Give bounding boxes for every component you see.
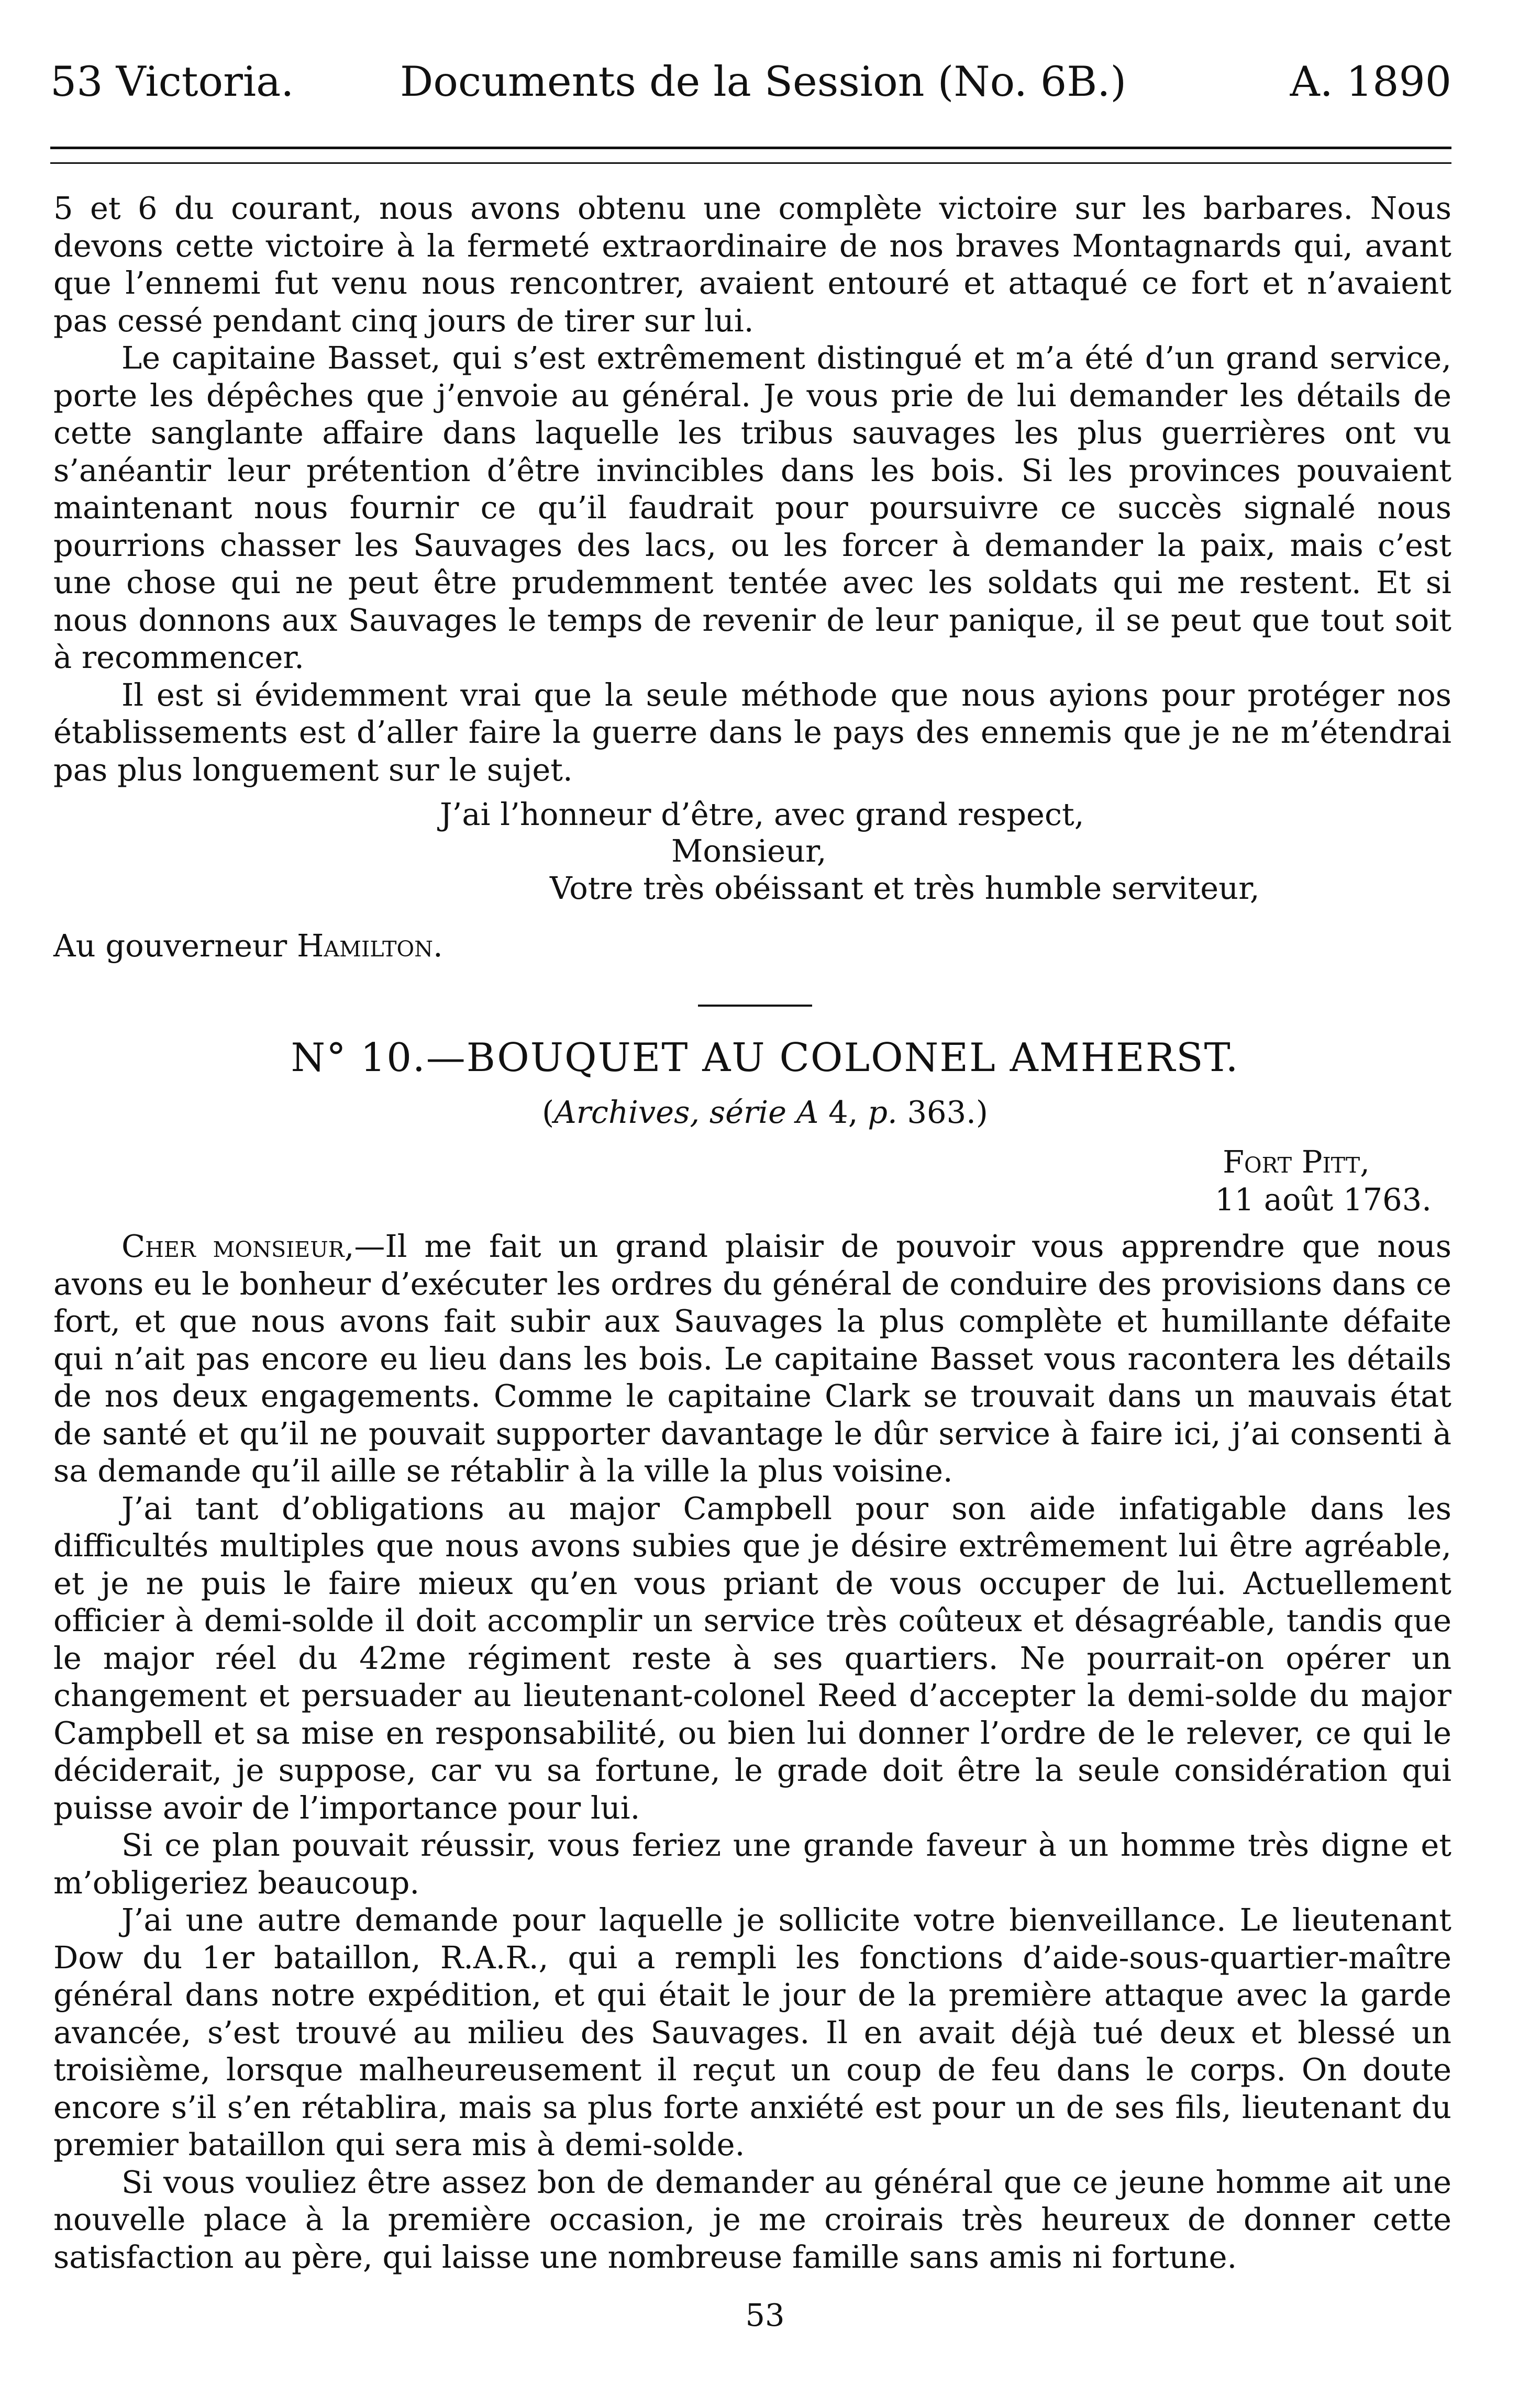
paragraph: Si ce plan pouvait réussir, vous feriez une grande faveur à un homme très digne et m’obligeriez beaucoup. (53, 1827, 1451, 1901)
source-page: 363.) (897, 1094, 988, 1130)
paragraph: 5 et 6 du courant, nous avons obtenu une complète victoire sur les barbares. Nous devons cette victoire à la fermeté extraordinaire de nos braves Montagnards qui, avant que l’ennemi fut venu nous rencontrer, avaient entouré et attaqué ce fort et n’avaient pas cessé pendant cinq jours de tirer sur lui. (53, 190, 1451, 339)
section-divider (698, 1005, 812, 1007)
closing-line-1: J’ai l’honneur d’être, avec grand respect, (440, 796, 1084, 832)
header-document-title: Documents de la Session (No. 6B.) (400, 58, 1127, 106)
paragraph: J’ai tant d’obligations au major Campbell pour son aide infatigable dans les difficultés multiples que nous avons subies que je désire extrêmement lui être agréable, et je ne puis le faire mieux qu’en vous priant de vous occuper de lui. Actuellement officier à demi-solde il doit accomplir un service très coûteux et désagréable, tandis que le major réel du 42me régiment reste à ses quartiers. Ne pourrait-on opérer un changement et persuader au lieutenant-colonel Reed d’accepter la demi-solde du major Campbell et sa mise en responsabilité, ou bien lui donner l’ordre de le relever, ce qui le déciderait, je suppose, car vu sa fortune, le grade doit être la seule considération qui puisse avoir de l’importance pour lui. (53, 1490, 1451, 1826)
archive-source (0, 1091, 1530, 1133)
paragraph: J’ai une autre demande pour laquelle je sollicite votre bienveillance. Le lieutenant Dow du 1er bataillon, R.A.R., qui a rempli les fonctions d’aide-sous-quartier-maître général dans notre expédition, et qui était le jour de la première attaque avec la garde avancée, s’est trouvé au milieu des Sauvages. Il en avait déjà tué deux et blessé un troisième, lorsque malheureusement il reçut un coup de feu dans le corps. On doute encore s’il s’en rétablira, mais sa plus forte anxiété est pour un de ses fils, lieutenant du premier bataillon qui sera mis à demi-solde. (53, 1902, 1451, 2162)
addressee-name: Hamilton. (296, 928, 443, 964)
paragraph: Il est si évidemment vrai que la seule méthode que nous ayions pour protéger nos établissements est d’aller faire la guerre dans le pays des ennemis que je ne m’étendrai pas plus longuement sur le sujet. (53, 676, 1451, 788)
letter-date: 11 août 1763. (1215, 1181, 1432, 1218)
closing-line-3: Votre très obéissant et très humble serviteur, (550, 870, 1260, 906)
letter-heading: N° 10.—BOUQUET AU COLONEL AMHERST. (291, 1034, 1239, 1080)
continued-letter-text (53, 189, 1451, 788)
source-page-label: p. (868, 1094, 897, 1130)
paragraph: Si vous vouliez être assez bon de demander au général que ce jeune homme ait une nouvelle place à la première occasion, je me croirais très heureux de donner cette satisfaction au père, qui laisse une nombreuse famille sans amis ni fortune. (53, 2164, 1451, 2275)
salutation: Cher monsieur, (121, 1228, 354, 1264)
addressee (53, 927, 443, 965)
source-open: ( (542, 1094, 555, 1130)
letter-place: Fort Pitt, (1223, 1144, 1370, 1180)
paragraph: Le capitaine Basset, qui s’est extrêmement distingué et m’a été d’un grand service, porte les dépêches que j’envoie au général. Je vous prie de lui demander les détails de cette sanglante affaire dans laquelle les tribus sauvages les plus guerrières ont vu s’anéantir leur prétention d’être invincibles dans les bois. Si les provinces pouvaient maintenant nous fournir ce qu’il faudrait pour poursuivre ce succès signalé nous pourrions chasser les Sauvages des lacs, ou les forcer à demander la paix, mais c’est une chose qui ne peut être prudemment tentée avec les soldats qui me restent. Et si nous donnons aux Sauvages le temps de revenir de leur panique, il se peut que tout soit à recommencer. (53, 340, 1451, 675)
header-session: 53 Victoria. (50, 58, 294, 106)
source-archives: Archives, série A (554, 1094, 819, 1130)
closing-line-2: Monsieur, (671, 833, 827, 869)
header-year: A. 1890 (1290, 58, 1451, 106)
source-volume: 4, (818, 1094, 868, 1130)
addressee-prefix: Au gouverneur (53, 928, 297, 964)
running-header (50, 50, 1451, 113)
page-number: 53 (745, 2297, 785, 2333)
paragraph-text: —Il me fait un grand plaisir de pouvoir vous apprendre que nous avons eu le bonheur d’exécuter les ordres du général de conduire des provisions dans ce fort, et que nous avons fait subir aux Sauvages la plus complète et humillante défaite qui n’ait pas encore eu lieu dans les bois. Le capitaine Basset vous racontera les détails de nos deux engagements. Comme le capitaine Clark se trouvait dans un mauvais état de santé et qu’il ne pouvait supporter davantage le dûr service à faire ici, j’ai consenti à sa demande qu’il aille se rétablir à la ville la plus voisine. (53, 1228, 1451, 1489)
paragraph (53, 1228, 1451, 1490)
header-rule-thick (50, 147, 1451, 149)
header-rule-thin (50, 162, 1451, 164)
letter-body (53, 1228, 1451, 2276)
